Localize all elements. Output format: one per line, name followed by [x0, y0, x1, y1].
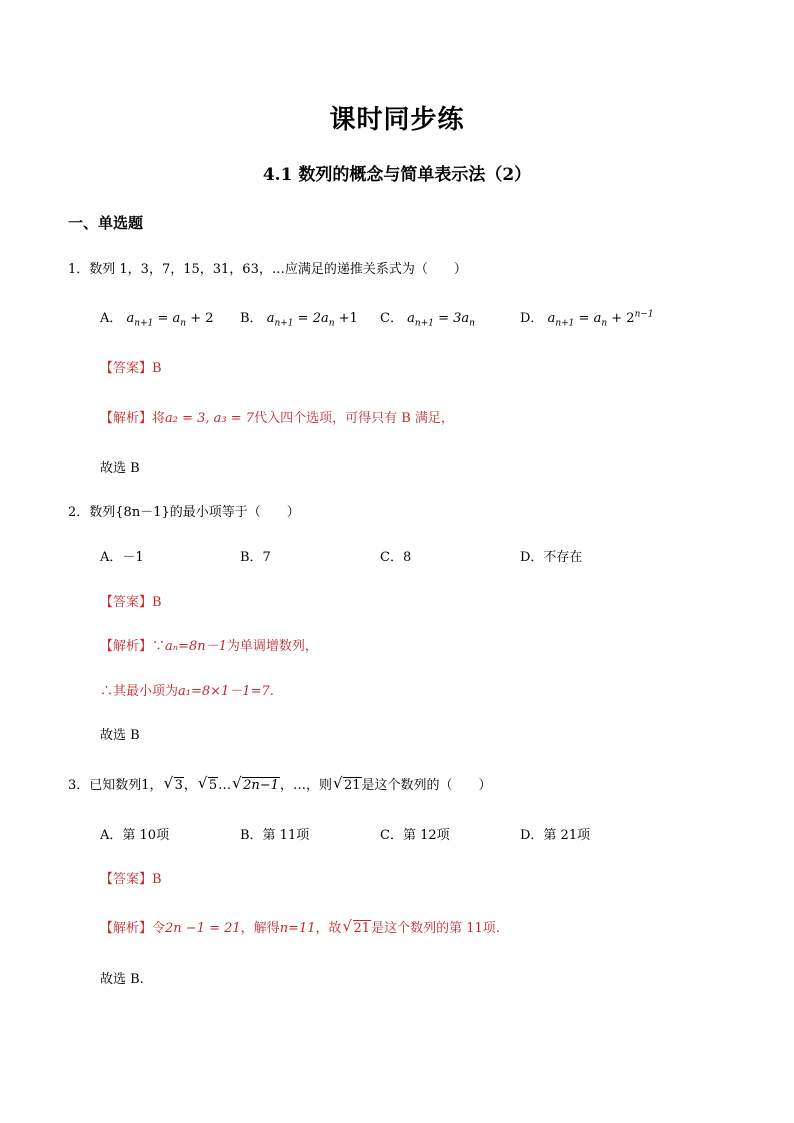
sqrt-21: √ 21 — [332, 774, 361, 793]
page-title: 课时同步练 — [329, 105, 465, 135]
question-number: 3． — [68, 778, 90, 793]
q3-conclusion: 故选 B. — [100, 972, 144, 987]
question-text: 数列 1，3，7，15，31，63，…应满足的递推关系式为（ ） — [89, 262, 467, 277]
q3-analysis: 【解析】令2n −1 = 21，解得n=11，故 √ 21是这个数列的第 11项. — [100, 917, 500, 936]
q3-option-c: C．第 12项 — [380, 828, 450, 843]
q3-option-a: A．第 10项 — [100, 828, 170, 843]
sqrt-5: √ 5 — [197, 774, 218, 793]
q2-option-b: B．7 — [240, 550, 271, 565]
radical-icon: √ — [163, 774, 174, 792]
q1-option-b: B． $a_{n+1} = 2a_n +1$ — [240, 311, 358, 329]
q1-answer: 【答案】B — [100, 361, 162, 376]
question-1-stem — [68, 258, 467, 277]
q2-option-d: D．不存在 — [520, 550, 583, 565]
radical-icon: √ — [197, 774, 208, 792]
q3-option-d: D．第 21项 — [520, 828, 591, 843]
question-text: 数列{8n－1}的最小项等于（ ） — [89, 505, 300, 520]
q2-option-a: A．－1 — [100, 550, 144, 565]
radical-icon: √ — [342, 917, 353, 935]
question-3-stem: 3．已知数列1， √ 3， √ 5… √ 2n−1，…，则 √ 21是这个数列的（ ） — [68, 774, 492, 793]
q1-analysis: 【解析】将a₂ = 3, a₃ = 7代入四个选项，可得只有 B 满足， — [100, 411, 454, 426]
q1-option-d: D． $a_{n+1} = a_n + 2^{n-1}$ — [520, 309, 654, 329]
sqrt-2n-1: √ 2n−1 — [232, 774, 279, 793]
radical-icon: √ — [332, 774, 343, 792]
q3-option-b: B．第 11项 — [240, 828, 310, 843]
q1-conclusion: 故选 B — [100, 461, 140, 476]
q2-conclusion: 故选 B — [100, 728, 140, 743]
radical-icon: √ — [232, 774, 242, 792]
question-number: 1． — [68, 262, 90, 277]
section-heading: 一、单选题 — [68, 214, 144, 232]
sqrt-3: √ 3 — [163, 774, 183, 793]
q2-analysis-line-1: 【解析】∵aₙ=8n－1为单调增数列， — [100, 639, 318, 654]
q3-answer: 【答案】B — [100, 872, 162, 887]
page-subtitle: 4.1 数列的概念与简单表示法（2） — [262, 165, 532, 185]
question-number: 2． — [68, 505, 90, 520]
q2-answer: 【答案】B — [100, 595, 162, 610]
sqrt-21-analysis: √ 21 — [342, 917, 371, 936]
q2-option-c: C．8 — [380, 550, 412, 565]
q1-option-c: C． $a_{n+1} = 3a_n$ — [380, 311, 475, 329]
question-2-stem — [68, 501, 300, 520]
q1-option-a: A． $a_{n+1} = a_n + 2$ — [100, 311, 214, 329]
q2-analysis-line-2: ∴其最小项为a₁=8×1－1=7. — [100, 684, 274, 699]
